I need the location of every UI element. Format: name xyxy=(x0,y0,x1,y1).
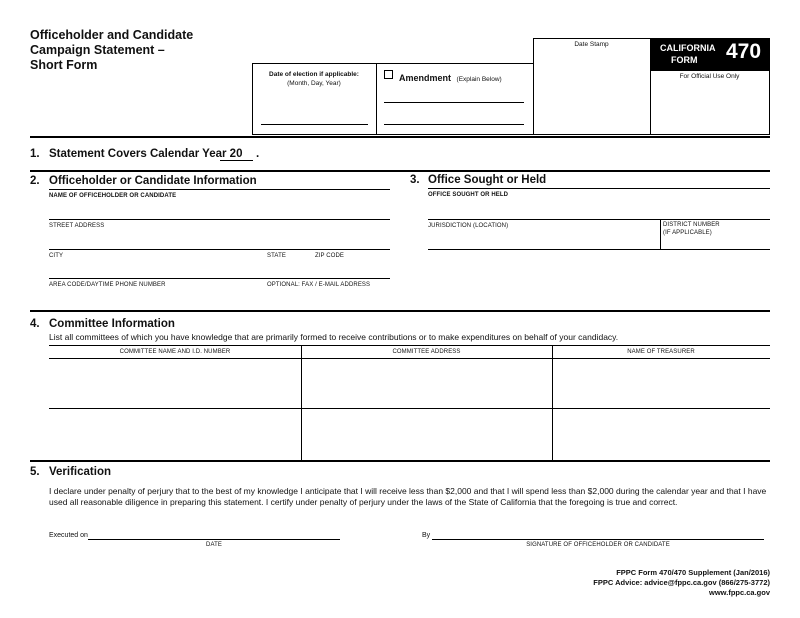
header-divider xyxy=(376,63,377,135)
amendment-line-1[interactable] xyxy=(384,102,524,103)
signature-label: SIGNATURE OF OFFICEHOLDER OR CANDIDATE xyxy=(526,542,670,548)
district-label-2: (IF APPLICABLE) xyxy=(663,230,712,236)
city-state-zip-field[interactable] xyxy=(49,278,390,279)
signature-field[interactable] xyxy=(432,539,764,540)
calendar-year-field[interactable] xyxy=(220,160,253,161)
section1-label: Statement Covers Calendar Year 20 xyxy=(49,148,243,160)
footer xyxy=(470,568,770,598)
amendment-label xyxy=(399,73,502,83)
table-row[interactable] xyxy=(49,409,770,458)
district-divider xyxy=(660,219,661,249)
official-use-label: For Official Use Only xyxy=(679,73,740,80)
fax-label: OPTIONAL: FAX / E-MAIL ADDRESS xyxy=(267,282,371,288)
date-of-election-field[interactable] xyxy=(261,124,368,125)
form-id-box xyxy=(650,39,769,71)
section5-rule xyxy=(30,460,770,462)
col-header-treasurer: NAME OF TREASURER xyxy=(627,349,695,355)
state-label-1: CALIFORNIA xyxy=(660,43,716,53)
date-of-election-sub: (Month, Day, Year) xyxy=(287,80,341,87)
amendment-sub: (Explain Below) xyxy=(456,76,502,83)
section5-num: 5. xyxy=(30,466,40,478)
section1-suffix: . xyxy=(256,148,260,160)
phone-label: AREA CODE/DAYTIME PHONE NUMBER xyxy=(49,282,166,288)
section3-num: 3. xyxy=(410,174,420,186)
col-header-committee-address: COMMITTEE ADDRESS xyxy=(392,349,461,355)
date-stamp-label: Date Stamp xyxy=(574,41,609,48)
date-label: DATE xyxy=(206,542,222,548)
form-number: 470 xyxy=(726,40,762,63)
section4-num: 4. xyxy=(30,318,40,330)
jurisdiction-label: JURISDICTION (LOCATION) xyxy=(428,223,509,229)
street-label: STREET ADDRESS xyxy=(49,223,105,229)
col-header-committee-name: COMMITTEE NAME AND I.D. NUMBER xyxy=(119,349,231,355)
jurisdiction-field[interactable] xyxy=(428,249,770,250)
section1-rule xyxy=(30,136,770,138)
title-line-3: Short Form xyxy=(30,58,98,72)
date-of-election-label: Date of election if applicable: xyxy=(269,71,359,78)
section2-title: Officeholder or Candidate Information xyxy=(49,175,257,187)
amendment-line-2[interactable] xyxy=(384,124,524,125)
amendment-checkbox[interactable] xyxy=(384,70,393,79)
section2-title-rule xyxy=(49,189,390,190)
by-label: By xyxy=(422,532,431,539)
footer-advice: FPPC Advice: advice@fppc.ca.gov (866/275-3772) xyxy=(593,578,770,587)
zip-label: ZIP CODE xyxy=(315,253,345,259)
title-line-1: Officeholder and Candidate xyxy=(30,28,194,42)
section3-title-rule xyxy=(428,188,770,189)
section4-title: Committee Information xyxy=(49,318,175,330)
title-line-2: Campaign Statement – xyxy=(30,43,165,57)
state-label-2: FORM xyxy=(671,55,698,65)
section5-title: Verification xyxy=(49,466,111,478)
executed-date-field[interactable] xyxy=(88,539,340,540)
name-field[interactable] xyxy=(49,219,390,220)
district-label-1: DISTRICT NUMBER xyxy=(663,222,720,228)
section2-num: 2. xyxy=(30,175,40,187)
committee-table xyxy=(49,345,770,460)
section4-rule xyxy=(30,310,770,312)
city-label: CITY xyxy=(49,253,64,259)
executed-on-label: Executed on xyxy=(49,532,88,539)
footer-form-id: FPPC Form 470/470 Supplement (Jan/2016) xyxy=(616,568,770,577)
section3-title: Office Sought or Held xyxy=(428,174,547,186)
section4-description: List all committees of which you have knowledge that are primarily formed to receive contributions or to make expenditures on behalf of your candidacy. xyxy=(49,332,619,342)
office-label: OFFICE SOUGHT OR HELD xyxy=(428,192,509,198)
office-field[interactable] xyxy=(428,219,770,220)
name-label: NAME OF OFFICEHOLDER OR CANDIDATE xyxy=(49,193,177,199)
footer-website: www.fppc.ca.gov xyxy=(709,588,770,597)
table-top-rule xyxy=(49,345,770,346)
section1-num: 1. xyxy=(30,148,40,160)
amendment-label-text: Amendment xyxy=(399,73,452,83)
state-label: STATE xyxy=(267,253,286,259)
section2-rule xyxy=(30,170,770,172)
street-field[interactable] xyxy=(49,249,390,250)
table-row[interactable] xyxy=(49,359,770,408)
form-title xyxy=(30,28,230,73)
verification-text: I declare under penalty of perjury that to the best of my knowledge I anticipate that I will receive less than $2,000 and that I will spend less than $2,000 during the calendar year and that I have used all reasonable diligence in preparing this statement. I certify under penalty of perjury under the laws of the State of California that the foregoing is true and correct. xyxy=(49,486,767,507)
